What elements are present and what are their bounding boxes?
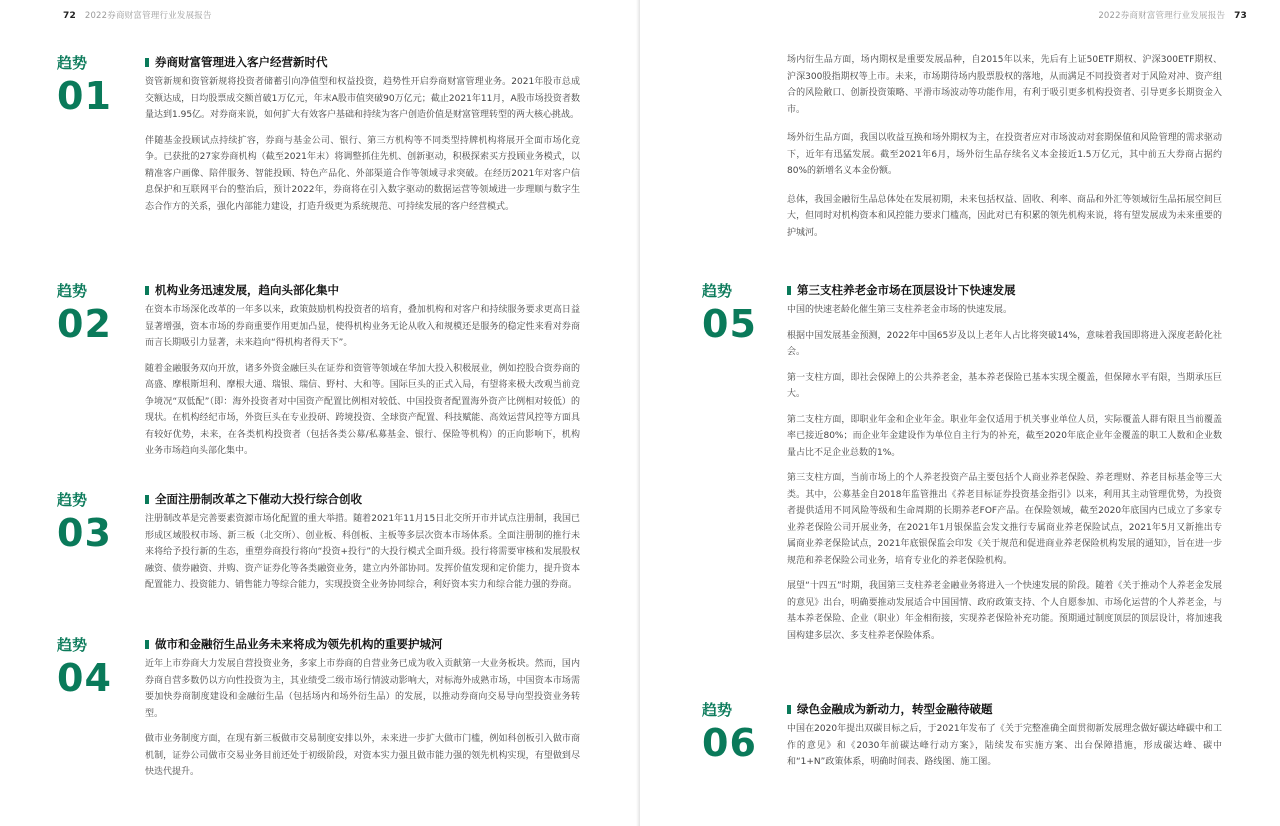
running-head-left bbox=[57, 9, 212, 21]
paragraph: 伴随基金投顾试点持续扩容，券商与基金公司、银行、第三方机构等不同类型持牌机构将展开全面市场化竞争。已获批的27家券商机构（截至2021年末）将调整抓住先机、创新驱动，积极探索买方投顾业务模式，以精准客户画像、陪伴服务、智能投顾、特色产品化、外部渠道合作等领域寻求突破。在经历2021年对客户信息保护和互联网平台的整治后，预计2022年，券商将在引入数字驱动的数据运营等领域进一步理顺与数字生态合作方的关系，强化内部能力建设，打造升级更为系统规范、可持续发展的客户经营模式。 bbox=[145, 135, 580, 212]
trend-tag bbox=[702, 701, 772, 763]
paragraph: 中国的快速老龄化催生第三支柱养老金市场的快速发展。 bbox=[787, 305, 1013, 315]
paragraph: 做市业务制度方面，在现有新三板做市交易制度安排以外，未来进一步扩大做市门槛，例如科创板引入做市商机制，证券公司做市交易业务目前还处于初级阶段，对资本实力强且做市能力强的领先机构实现，有望做到尽快迭代提升。 bbox=[145, 734, 580, 777]
trend-content bbox=[145, 282, 580, 469]
paragraph: 在资本市场深化改革的一年多以来，政策鼓励机构投资者的培育，叠加机构和对客户和持续服务要求更高日益显著增强，资本市场的券商重要作用更加凸显，使得机构业务无论从收入和规模还是服务的稳定性来看对券商而言长期吸引力显著，未来趋向“得机构者得天下”。 bbox=[145, 305, 580, 348]
trend-label: 趋势 bbox=[57, 636, 88, 654]
trend-label: 趋势 bbox=[57, 491, 88, 509]
trend-title: 做市和金融衍生品业务未来将成为领先机构的重要护城河 bbox=[145, 636, 580, 652]
trend-number: 02 bbox=[57, 302, 112, 346]
trend-content bbox=[787, 701, 1222, 780]
paragraph: 场内衍生品方面，场内期权是重要发展品种，自2015年以来，先后有上证50ETF期权、沪深300ETF期权、沪深300股指期权等上市。未来，市场期待场内股票股权的落地，从而满足不同投资者对于风险对冲、资产组合的风险敞口、创新投资策略、平滑市场波动等功能作用，有利于吸引更多机构投资者、引导更多长期资金入市。 bbox=[787, 55, 1222, 115]
trend-title: 机构业务迅速发展，趋向头部化集中 bbox=[145, 282, 580, 298]
trend-number: 06 bbox=[702, 721, 757, 765]
running-head-right bbox=[1098, 9, 1253, 21]
trend-tag bbox=[57, 636, 127, 698]
paragraph: 第一支柱方面，即社会保障上的公共养老金，基本养老保险已基本实现全覆盖，但保障水平有限，当期承压巨大。 bbox=[787, 372, 1222, 399]
trend-number: 03 bbox=[57, 511, 112, 555]
paragraph: 中国在2020年提出双碳目标之后，于2021年发布了《关于完整准确全面贯彻新发展理念做好碳达峰碳中和工作的意见》和《2030年前碳达峰行动方案》，陆续发布实施方案、出台保障措施，形成碳达峰、碳中和“1+N”政策体系，明确时间表、路线图、施工图。 bbox=[787, 724, 1222, 767]
trend-tag bbox=[57, 54, 127, 116]
trend-title: 第三支柱养老金市场在顶层设计下快速发展 bbox=[787, 282, 1222, 298]
continued-text bbox=[787, 52, 1222, 253]
paragraph: 随着金融服务双向开放，诸多外资金融巨头在证券和资管等领域在华加大投入积极展业，例如控股合资券商的高盛、摩根斯坦利、摩根大通、瑞银、瑞信、野村、大和等。国际巨头的正式入局，有望将来极大改观当前竞争境况“双低配”（即：海外投资者对中国资产配置比例相对较低、中国投资者配置海外资产比例相对较低）的现状。在机构经纪市场，外资巨头在专业投研、跨境投资、全球资产配置、科技赋能、高效运营风控等方面具有较好优势，未来，在各类机构投资者（包括各类公募/私募基金、银行、保险等机构）的正向影响下，机构业务市场趋向头部化集中。 bbox=[145, 363, 580, 456]
paragraph: 资管新规和资管新规将投资者储蓄引向净值型和权益投资，趋势性开启券商财富管理业务。2021年股市总成交额达成，日均股票成交额首破1万亿元，年末A股市值突破90万亿元；截止2021年11月，A股市场投资者数量达到1.95亿。对券商来说，如何扩大有效客户基础和持续为客户创造价值是财富管理转型的两大核心挑战。 bbox=[145, 77, 580, 120]
right-page bbox=[640, 0, 1280, 826]
trend-number: 05 bbox=[702, 302, 757, 346]
trend-content bbox=[145, 491, 580, 603]
paragraph: 第三支柱方面，当前市场上的个人养老投资产品主要包括个人商业养老保险、养老理财、养老目标基金等三大类。其中，公募基金自2018年监管推出《养老目标证券投资基金指引》以来，利用其主动管理优势，为投资者提供适用不同风险等级和生命周期的长期养老FOF产品。在保险领域，截至2020年底国内已成立了多家专业养老保险公司开展业务，在2021年1月银保监会发文推行专属商业养老保险试点，2021年5月又新推出专属商业养老保险试点，2021年底银保监会印发《关于规范和促进商业养老保险机构发展的通知》，旨在进一步规范和养老保险公司业务，培育专业化的养老保险机构。 bbox=[787, 473, 1222, 566]
paragraph: 展望“十四五”时期，我国第三支柱养老金融业务将进入一个快速发展的阶段。随着《关于推动个人养老金发展的意见》出台，明确要推动发展适合中国国情、政府政策支持、个人自愿参加、市场化运营的个人养老金，与基本养老保险、企业（职业）年金相衔接，实现养老保险补充功能。预期通过制度顶层的顶层设计，将加速我国构建多层次、多支柱养老保险体系。 bbox=[787, 581, 1222, 641]
trend-tag bbox=[57, 282, 127, 344]
paragraph: 近年上市券商大力发展自营投资业务，多家上市券商的自营业务已成为收入贡献第一大业务板块。然而，国内券商自营多数仍以方向性投资为主，其业绩受二级市场行情波动影响大，对标海外成熟市场，中国资本市场需要加快券商制度建设和金融衍生品（包括场内和场外衍生品）的发展，以推动券商向交易导向型投资业务转型。 bbox=[145, 659, 580, 719]
trend-label: 趋势 bbox=[57, 54, 88, 72]
trend-label: 趋势 bbox=[702, 282, 733, 300]
trend-label: 趋势 bbox=[702, 701, 733, 719]
paragraph: 第二支柱方面，即职业年金和企业年金。职业年金仅适用于机关事业单位人员，实际覆盖人群有限且当前覆盖率已接近80%；而企业年金建设作为单位自主行为的补充，截至2020年底企业年金覆盖的职工人数和企业数量占比不足企业总数的1%。 bbox=[787, 414, 1222, 458]
trend-content bbox=[145, 636, 580, 790]
report-title-left: 2022券商财富管理行业发展报告 bbox=[84, 11, 212, 21]
trend-number: 04 bbox=[57, 656, 112, 700]
trend-label: 趋势 bbox=[57, 282, 88, 300]
trend-content bbox=[145, 54, 580, 224]
trend-content bbox=[787, 282, 1222, 653]
report-title-right: 2022券商财富管理行业发展报告 bbox=[1098, 11, 1226, 21]
trend-tag bbox=[702, 282, 772, 344]
paragraph: 场外衍生品方面，我国以收益互换和场外期权为主，在投资者应对市场波动对套期保值和风险管理的需求驱动下，近年有迅猛发展。截至2021年6月，场外衍生品存续名义本金接近1.5万亿元，其中前五大券商占据约80%的新增名义本金份额。 bbox=[787, 133, 1222, 176]
trend-title: 全面注册制改革之下催动大投行综合创收 bbox=[145, 491, 580, 507]
paragraph: 根据中国发展基金预测，2022年中国65岁及以上老年人占比将突破14%，意味着我国即将进入深度老龄化社会。 bbox=[787, 330, 1222, 357]
trend-title: 绿色金融成为新动力，转型金融待破题 bbox=[787, 701, 1222, 717]
page-number-left: 72 bbox=[63, 11, 76, 21]
paragraph: 注册制改革是完善要素资源市场化配置的重大举措。随着2021年11月15日北交所开市并试点注册制，我国已形成区域股权市场、新三板（北交所）、创业板、科创板、主板等多层次资本市场体系。全面注册制的推行未来将给予投行新的生态，重塑券商投行将向“投资+投行”的大投行模式全面升级。投行将需要审核和发展股权融资、债券融资、并购、资产证券化等各类融资业务，建立内外部协同。发挥价值发现和定价能力，提升资本配置能力、投资能力、销售能力等综合能力，实现投资全业务协同综合，利好资本实力和综合能力强的券商。 bbox=[145, 514, 580, 590]
paragraph: 总体，我国金融衍生品总体处在发展初期，未来包括权益、固收、利率、商品和外汇等领域衍生品拓展空间巨大，但同时对机构资本和风控能力要求门槛高，因此对已有积累的领先机构来说，将有望发展成为未来重要的护城河。 bbox=[787, 194, 1222, 238]
trend-tag bbox=[57, 491, 127, 553]
trend-title: 券商财富管理进入客户经营新时代 bbox=[145, 54, 580, 70]
trend-number: 01 bbox=[57, 74, 112, 118]
page-number-right: 73 bbox=[1234, 11, 1247, 21]
